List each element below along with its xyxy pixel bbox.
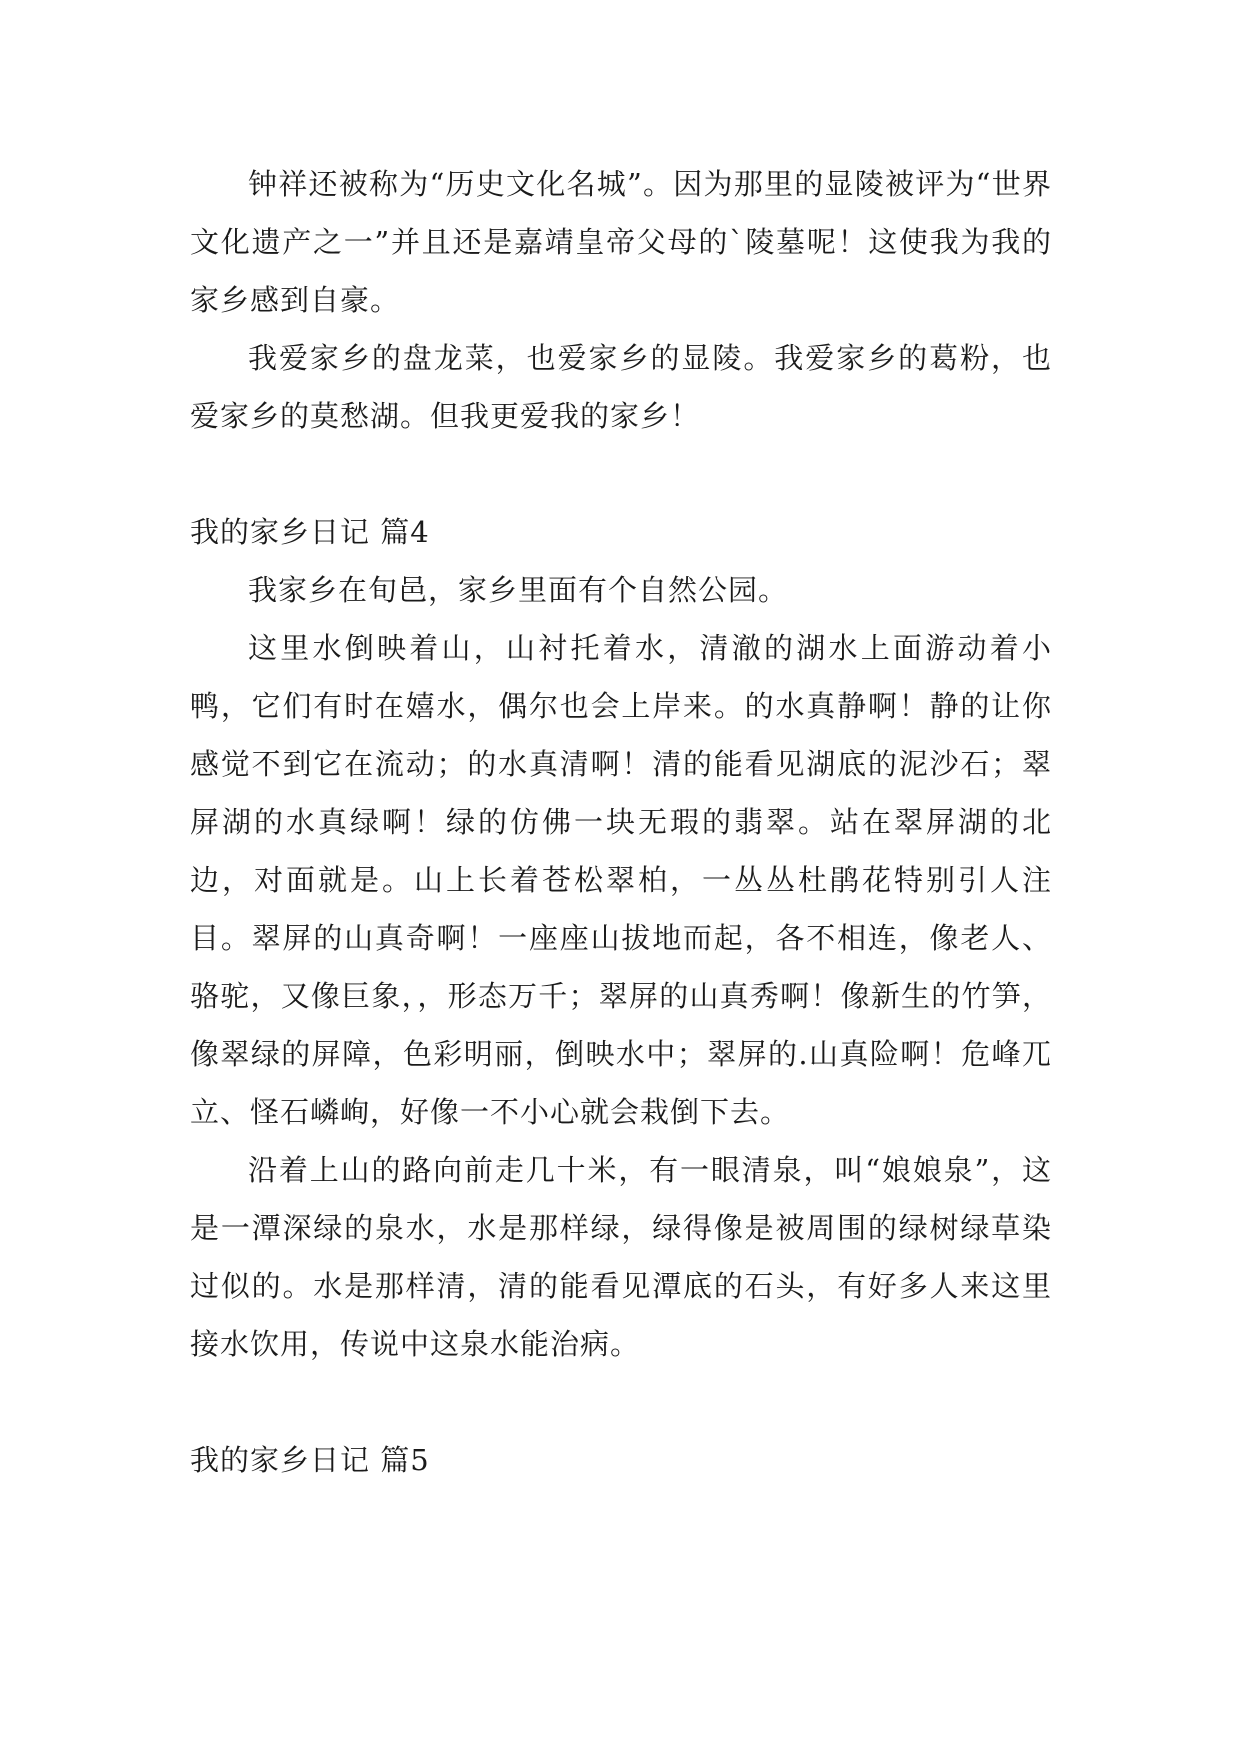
paragraph: 这里水倒映着山，山衬托着水，清澈的湖水上面游动着小鸭，它们有时在嬉水，偶尔也会上岸来。的水真静啊！静的让你感觉不到它在流动；的水真清啊！清的能看见湖底的泥沙石；翠屏湖的水真绿啊！绿的仿佛一块无瑕的翡翠。站在翠屏湖的北边，对面就是。山上长着苍松翠柏，一丛丛杜鹃花特别引人注目。翠屏的山真奇啊！一座座山拔地而起，各不相连，像老人、骆驼，又像巨象，，形态万千；翠屏的山真秀啊！像新生的竹笋，像翠绿的屏障，色彩明丽，倒映水中；翠屏的.山真险啊！危峰兀立、怪石嶙峋，好像一不小心就会栽倒下去。 [190, 631, 1052, 1129]
section-heading: 我的家乡日记 篇4 [190, 515, 430, 549]
paragraph: 沿着上山的路向前走几十米，有一眼清泉，叫“娘娘泉”，这是一潭深绿的泉水，水是那样绿，绿得像是被周围的绿树绿草染过似的。水是那样清，清的能看见潭底的石头，有好多人来这里接水饮用，传说中这泉水能治病。 [190, 1153, 1052, 1361]
section-heading: 我的家乡日记 篇5 [190, 1443, 430, 1477]
paragraph: 钟祥还被称为“历史文化名城”。因为那里的显陵被评为“世界文化遗产之一”并且还是嘉靖皇帝父母的`陵墓呢！这使我为我的家乡感到自豪。 [190, 167, 1052, 317]
document-body [190, 155, 1052, 1489]
paragraph: 我家乡在旬邑，家乡里面有个自然公园。 [248, 573, 789, 607]
paragraph: 我爱家乡的盘龙菜，也爱家乡的显陵。我爱家乡的葛粉，也爱家乡的莫愁湖。但我更爱我的家乡！ [190, 341, 1052, 433]
